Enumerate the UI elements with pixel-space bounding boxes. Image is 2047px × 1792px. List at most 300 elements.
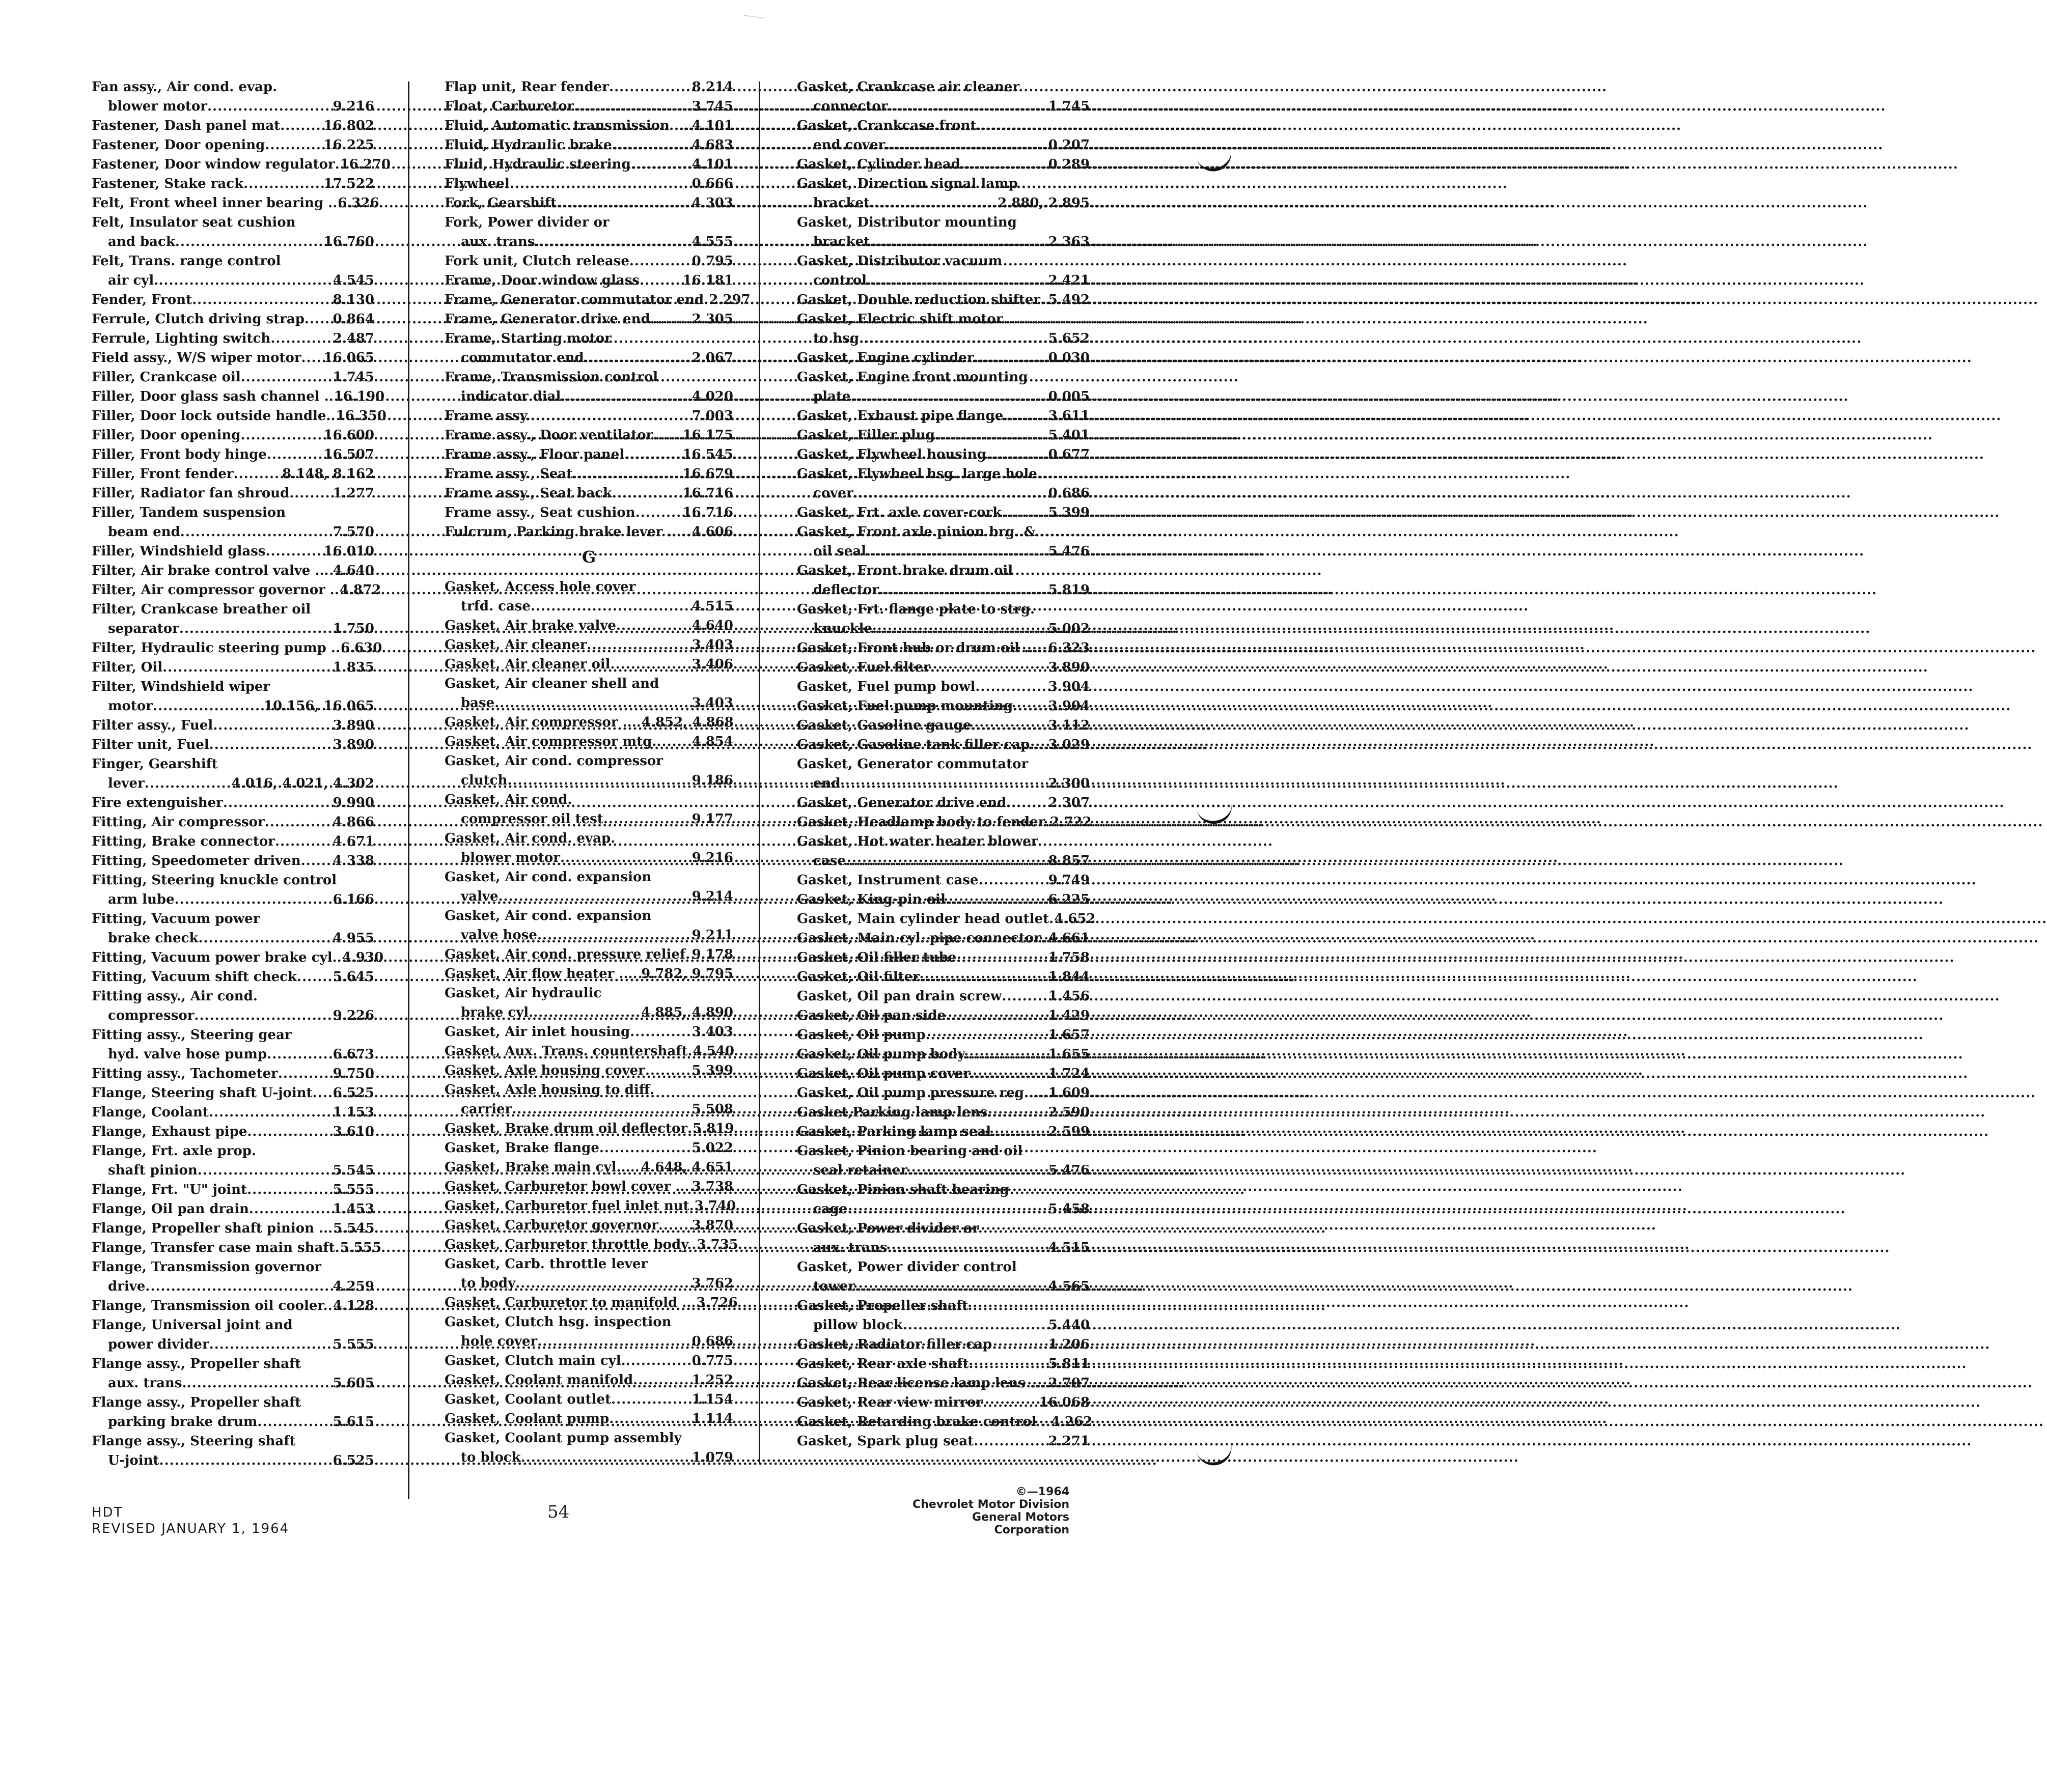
dot-leader xyxy=(946,890,1048,909)
column-divider xyxy=(759,81,760,1464)
entry-label: Flange assy., Steering shaft xyxy=(92,1434,296,1449)
dot-leader xyxy=(179,619,333,638)
entry-label: Filler, Crankcase oil xyxy=(92,370,241,385)
index-entry xyxy=(445,809,733,829)
index-entry xyxy=(92,484,374,503)
entry-label: Gasket, Brake flange xyxy=(445,1140,599,1156)
dot-leader xyxy=(515,1274,691,1293)
entry-label: bracket xyxy=(813,234,870,249)
dot-leader xyxy=(653,426,682,445)
entry-label: shaft pinion xyxy=(108,1163,198,1178)
dot-leader xyxy=(329,387,334,406)
index-entry xyxy=(92,1122,374,1141)
dot-leader xyxy=(656,732,691,751)
entry-page-ref: 3.403 xyxy=(691,1024,733,1040)
index-entry xyxy=(445,310,733,329)
dot-leader xyxy=(691,1293,696,1312)
entry-label: Gasket, Pinion bearing and oil xyxy=(797,1143,1023,1159)
dot-leader xyxy=(247,1122,333,1141)
entry-label: Fitting, Steering knuckle control xyxy=(92,873,337,888)
dot-leader xyxy=(297,967,333,987)
index-entry-heading xyxy=(445,213,733,232)
index-entry xyxy=(445,1409,733,1429)
index-entry xyxy=(445,1351,733,1370)
entry-page-ref: 16.065 xyxy=(323,350,374,366)
entry-page-ref: 3.403 xyxy=(691,695,733,711)
entry-page-ref: 4.671 xyxy=(333,834,374,849)
index-entry xyxy=(797,890,1090,909)
dot-leader xyxy=(1003,406,1048,426)
entry-label: arm lube xyxy=(108,892,175,907)
dot-leader xyxy=(494,693,691,713)
dot-leader xyxy=(561,387,691,406)
index-entry xyxy=(92,329,374,348)
index-entry xyxy=(445,1370,733,1390)
index-entry xyxy=(797,193,1090,213)
dot-leader xyxy=(265,813,333,832)
dot-leader xyxy=(289,484,333,503)
index-entry-heading xyxy=(797,1180,1090,1199)
entry-label: seal retainer xyxy=(813,1163,908,1178)
index-entry xyxy=(797,232,1090,251)
index-column-3 xyxy=(797,77,1096,1451)
dot-leader xyxy=(587,635,691,655)
index-entry xyxy=(92,774,374,793)
index-entry xyxy=(797,542,1090,561)
index-entry-heading xyxy=(445,1429,733,1448)
entry-label: Filter, Oil xyxy=(92,660,163,675)
index-entry xyxy=(445,1061,733,1080)
entry-label: bracket xyxy=(813,195,870,211)
entry-label: Flange, Steering shaft U-joint xyxy=(92,1085,313,1101)
entry-page-ref: 6.525 xyxy=(333,1453,374,1468)
index-entry xyxy=(92,696,374,716)
entry-label: Gasket, Air cond. evap. xyxy=(445,831,616,846)
index-entry xyxy=(92,1103,374,1122)
index-entry-heading xyxy=(797,77,1090,97)
dot-leader xyxy=(328,1219,333,1238)
entry-label: Fastener, Dash panel mat xyxy=(92,118,281,133)
entry-page-ref: 4.640 xyxy=(691,618,733,633)
dot-leader xyxy=(979,871,1048,890)
entry-page-ref: 10.156, 16.065 xyxy=(263,698,374,714)
entry-page-ref: 2.297 xyxy=(709,292,751,307)
dot-leader xyxy=(867,271,1048,290)
entry-page-ref: 3.745 xyxy=(691,99,733,114)
dot-leader xyxy=(971,716,1048,735)
dot-leader xyxy=(278,1064,333,1083)
dot-leader xyxy=(572,464,682,484)
entry-label: compressor xyxy=(108,1008,195,1023)
index-entry xyxy=(797,1335,1090,1354)
index-entry xyxy=(92,445,374,464)
dot-leader xyxy=(903,1315,1048,1335)
entry-page-ref: 4.640 xyxy=(333,563,374,578)
index-entry xyxy=(797,1006,1090,1025)
index-entry xyxy=(445,522,733,542)
index-entry xyxy=(92,929,374,948)
dot-leader xyxy=(194,1006,333,1025)
entry-label: deflector xyxy=(813,582,879,598)
dot-leader xyxy=(249,1199,333,1219)
index-entry xyxy=(92,542,374,561)
entry-label: Gasket, Air cleaner shell and xyxy=(445,676,659,691)
index-entry xyxy=(445,97,733,116)
index-entry xyxy=(445,406,733,426)
index-entry xyxy=(445,348,733,368)
dot-leader xyxy=(888,97,1048,116)
entry-label: plate xyxy=(813,389,851,404)
index-entry xyxy=(445,732,733,751)
page-number: 54 xyxy=(547,1502,570,1522)
entry-label: Gasket, Frt. flange plate to strg. xyxy=(797,602,1035,617)
entry-page-ref: 3.403 xyxy=(691,637,733,653)
entry-label: Filler, Front body hinge xyxy=(92,447,267,462)
entry-label: base xyxy=(461,695,495,711)
entry-label: Filler, Door lock outside handle. xyxy=(92,408,331,424)
dot-leader xyxy=(864,329,1048,348)
index-entry xyxy=(797,638,1090,658)
entry-page-ref: 5.492 xyxy=(1048,292,1090,307)
index-entry xyxy=(797,813,1090,832)
entry-page-ref: 1.655 xyxy=(1048,1047,1090,1062)
entry-page-ref: 4.661 xyxy=(1048,931,1090,946)
entry-page-ref: 6.225 xyxy=(1048,892,1090,907)
dot-leader xyxy=(560,848,692,867)
footer-right xyxy=(894,1486,1069,1536)
dot-leader xyxy=(158,271,333,290)
entry-label: Fastener, Stake rack xyxy=(92,176,244,191)
dot-leader xyxy=(557,193,691,213)
dot-leader xyxy=(879,580,1048,600)
index-entry-heading xyxy=(797,116,1090,135)
entry-label: Fire extenguisher xyxy=(92,795,223,810)
index-entry xyxy=(797,97,1090,116)
entry-page-ref: 4.338 xyxy=(333,853,374,869)
entry-label: Fastener, Door window regulator xyxy=(92,157,335,172)
index-entry xyxy=(92,135,374,155)
index-entry xyxy=(92,1451,374,1470)
entry-page-ref: 4.016, 4.021, 4.302 xyxy=(231,776,374,791)
index-entry xyxy=(445,116,733,135)
index-entry xyxy=(92,1412,374,1432)
entry-label: Gasket, Main cylinder head outlet xyxy=(797,911,1049,927)
entry-page-ref: 5.819 xyxy=(693,1121,734,1136)
index-entry xyxy=(92,310,374,329)
dot-leader xyxy=(247,1180,333,1199)
index-entry xyxy=(445,1216,733,1235)
index-entry-heading xyxy=(797,600,1090,619)
dot-leader xyxy=(187,1374,333,1393)
dot-leader xyxy=(631,155,692,174)
entry-page-ref: 4.259 xyxy=(333,1279,374,1294)
entry-label: Field assy., W/S wiper motor xyxy=(92,350,301,366)
entry-label: Gasket, Distributor mounting xyxy=(797,215,1017,230)
entry-page-ref: 4.262 xyxy=(1050,1414,1093,1430)
entry-label: end cover xyxy=(813,137,886,153)
index-entry xyxy=(445,1177,733,1196)
dot-leader xyxy=(658,1216,692,1235)
entry-page-ref: 5.645 xyxy=(333,969,374,985)
dot-leader xyxy=(640,271,683,290)
index-entry-heading xyxy=(445,790,733,809)
entry-label: Gasket, Pinion shaft bearing xyxy=(797,1182,1009,1197)
index-entry xyxy=(445,926,733,945)
entry-page-ref: 16.716 xyxy=(682,486,733,501)
entry-page-ref: 6.630 xyxy=(340,640,382,656)
entry-label: cover xyxy=(813,486,853,501)
index-entry xyxy=(445,1196,736,1216)
entry-page-ref: 16.350 xyxy=(336,408,387,424)
index-entry xyxy=(797,271,1090,290)
entry-label: Filler, Door opening xyxy=(92,428,241,443)
entry-label: Gasket, Front brake drum oil xyxy=(797,563,1013,578)
entry-page-ref: 5.476 xyxy=(1048,1163,1090,1178)
index-entry xyxy=(92,193,379,213)
dot-leader xyxy=(267,1045,333,1064)
entry-label: control xyxy=(813,273,867,288)
entry-page-ref: 4.020 xyxy=(691,389,733,404)
index-entry xyxy=(797,1025,1090,1045)
entry-label: aux. trans. xyxy=(461,234,540,249)
entry-label: Gasket, Air cond. expansion xyxy=(445,908,652,923)
entry-page-ref: 7.003 xyxy=(691,408,733,424)
index-entry xyxy=(92,580,381,600)
dot-leader xyxy=(537,1332,691,1351)
corporation-line: General Motors Corporation xyxy=(972,1511,1069,1536)
entry-label: Gasket, Air brake valve xyxy=(445,618,616,633)
entry-page-ref: 5.555 xyxy=(340,1240,382,1255)
entry-page-ref: 16.225 xyxy=(323,137,374,153)
index-entry xyxy=(445,1293,738,1312)
dot-leader xyxy=(870,193,998,213)
dot-leader xyxy=(633,1370,691,1390)
index-entry-heading xyxy=(92,77,374,97)
dot-leader xyxy=(1035,1374,1048,1393)
entry-label: Gasket, Generator drive end xyxy=(797,795,1007,810)
footer-revised: REVISED JANUARY 1, 1964 xyxy=(92,1521,290,1536)
entry-page-ref: 9.216 xyxy=(691,850,733,865)
index-entry xyxy=(92,426,374,445)
index-entry xyxy=(445,1390,733,1409)
entry-page-ref: 0.030 xyxy=(1048,350,1090,366)
entry-page-ref: 16.760 xyxy=(323,234,374,249)
entry-page-ref: 1.429 xyxy=(1048,1008,1090,1023)
index-entry xyxy=(445,135,733,155)
index-entry xyxy=(797,929,1090,948)
dot-leader xyxy=(992,1335,1048,1354)
dot-leader xyxy=(301,348,324,368)
entry-label: Gasket, Axle housing cover xyxy=(445,1063,645,1078)
dot-leader xyxy=(681,522,692,542)
entry-label: Gasket,Parking lamp lens xyxy=(797,1105,988,1120)
entry-label: Fender, Front xyxy=(92,292,192,307)
entry-label: cage xyxy=(813,1201,848,1217)
entry-page-ref: 4.854 xyxy=(691,734,733,749)
dot-leader xyxy=(846,851,1048,871)
entry-page-ref: 5.819 xyxy=(1048,582,1090,598)
index-entry-heading xyxy=(797,310,1090,329)
entry-page-ref: 2.707 xyxy=(1048,1376,1090,1391)
entry-page-ref: 4.872 xyxy=(339,582,381,598)
index-entry xyxy=(445,1119,733,1138)
index-entry-heading xyxy=(445,1080,733,1100)
entry-label: Gasket, Coolant manifold xyxy=(445,1373,633,1388)
dot-leader xyxy=(630,1022,691,1042)
dot-leader xyxy=(687,1119,693,1138)
dot-leader xyxy=(1038,1083,1048,1103)
entry-label: clutch xyxy=(461,773,508,788)
index-entry xyxy=(797,1315,1090,1335)
entry-page-ref: 3.890 xyxy=(333,718,374,733)
entry-page-ref: 4.648, 4.651 xyxy=(641,1160,733,1175)
entry-label: drive xyxy=(108,1279,146,1294)
entry-label: Ferrule, Clutch driving strap xyxy=(92,312,305,327)
entry-label: to body xyxy=(461,1276,516,1291)
index-entry xyxy=(445,503,733,522)
index-entry xyxy=(92,1045,374,1064)
entry-page-ref: 16.190 xyxy=(334,389,385,404)
entry-label: Filler, Tandem suspension xyxy=(92,505,286,520)
entry-label: carrier xyxy=(461,1102,512,1117)
entry-label: Filter assy., Fuel xyxy=(92,718,213,733)
index-entry-heading xyxy=(445,1312,733,1332)
entry-page-ref: 5.022 xyxy=(691,1140,733,1156)
index-entry xyxy=(445,387,733,406)
entry-label: Filter, Crankcase breather oil xyxy=(92,602,311,617)
column-divider xyxy=(408,81,409,1499)
index-entry-heading xyxy=(445,751,733,771)
entry-label: Fork, Power divider or xyxy=(445,215,610,230)
dot-leader xyxy=(234,464,282,484)
entry-page-ref: 6.323 xyxy=(1048,640,1090,656)
dot-leader xyxy=(704,290,709,310)
dot-leader xyxy=(531,406,692,426)
entry-page-ref: 5.399 xyxy=(1048,505,1090,520)
dot-leader xyxy=(930,658,1048,677)
index-entry xyxy=(445,1332,733,1351)
entry-label: Filler, Front fender xyxy=(92,466,234,482)
entry-page-ref: 0.864 xyxy=(333,312,374,327)
entry-label: Fastener, Door opening xyxy=(92,137,265,153)
index-entry xyxy=(92,638,382,658)
index-column-1 xyxy=(92,77,391,1470)
entry-label: hyd. valve hose pump xyxy=(108,1047,267,1062)
entry-page-ref: 1.844 xyxy=(1048,969,1090,985)
index-entry-heading xyxy=(445,577,733,597)
dot-leader xyxy=(241,368,333,387)
index-entry xyxy=(797,1199,1090,1219)
entry-label: Gasket, Carburetor throttle body. xyxy=(445,1237,692,1252)
entry-page-ref: 4.930 xyxy=(342,950,384,965)
dot-leader xyxy=(198,1161,333,1180)
index-entry xyxy=(92,890,374,909)
entry-page-ref: 3.726 xyxy=(696,1295,738,1310)
dot-leader xyxy=(975,677,1048,696)
entry-page-ref: 0.795 xyxy=(691,254,733,269)
dot-leader xyxy=(336,638,341,658)
entry-label: Fitting assy., Steering gear xyxy=(92,1027,292,1043)
index-entry xyxy=(797,909,1096,929)
entry-label: Flap unit, Rear fender xyxy=(445,79,610,95)
entry-label: Gasket, Carburetor bowl cover .. xyxy=(445,1179,685,1194)
entry-page-ref: 4.885, 4.890 xyxy=(641,1005,733,1020)
entry-page-ref: 2.880, 2.895 xyxy=(998,195,1090,211)
entry-label: lever xyxy=(108,776,145,791)
dot-leader xyxy=(892,1238,1048,1257)
index-entry xyxy=(445,232,733,251)
entry-page-ref: 1.252 xyxy=(691,1373,733,1388)
index-entry xyxy=(797,967,1090,987)
dot-leader xyxy=(145,774,232,793)
entry-label: Frame assy., Seat cushion xyxy=(445,505,635,520)
entry-label: Gasket, Main cyl. pipe connector xyxy=(797,931,1041,946)
entry-label: Gasket, Air cond. xyxy=(445,792,572,807)
dot-leader xyxy=(180,522,333,542)
dot-leader xyxy=(645,1061,692,1080)
dot-leader xyxy=(1013,696,1048,716)
index-entry xyxy=(92,290,374,310)
dot-leader xyxy=(243,174,323,193)
entry-page-ref: 2.421 xyxy=(1048,273,1090,288)
entry-label: Gasket, Frt. axle cover-cork xyxy=(797,505,1002,520)
entry-page-ref: 8.857 xyxy=(1048,853,1090,869)
dot-leader xyxy=(685,1177,692,1196)
index-entry xyxy=(92,1335,374,1354)
entry-label: oil seal xyxy=(813,544,867,559)
index-entry xyxy=(797,1412,1093,1432)
index-entry-heading xyxy=(92,251,374,271)
entry-page-ref: 9.211 xyxy=(691,928,733,943)
entry-page-ref: 0.775 xyxy=(691,1353,733,1368)
entry-label: commutator end xyxy=(461,350,584,366)
dot-leader xyxy=(616,616,692,635)
index-entry xyxy=(92,522,374,542)
entry-label: Gasket, Parking lamp seal xyxy=(797,1124,991,1139)
dot-leader xyxy=(512,1100,691,1119)
index-entry xyxy=(445,251,733,271)
index-entry xyxy=(92,387,385,406)
entry-label: Float, Carburetor xyxy=(445,99,574,114)
entry-page-ref: 5.811 xyxy=(1048,1356,1090,1371)
index-entry-heading xyxy=(92,871,374,890)
entry-page-ref: 5.399 xyxy=(691,1063,733,1078)
entry-page-ref: 16.679 xyxy=(682,466,733,482)
index-entry xyxy=(797,658,1090,677)
index-entry xyxy=(445,616,733,635)
dot-leader xyxy=(574,97,691,116)
index-entry-heading xyxy=(445,829,733,848)
entry-label: Felt, Front wheel inner bearing . xyxy=(92,195,333,211)
index-entry xyxy=(445,484,733,503)
dot-leader xyxy=(1006,793,1048,813)
dot-leader xyxy=(209,1335,333,1354)
entry-label: Flange, Exhaust pipe xyxy=(92,1124,247,1139)
index-entry xyxy=(92,851,374,871)
entry-label: Filter, Air compressor governor . xyxy=(92,582,335,598)
entry-page-ref: 3.904 xyxy=(1048,679,1090,694)
entry-page-ref: 4.606 xyxy=(691,524,733,540)
entry-page-ref: 4.101 xyxy=(691,118,733,133)
entry-label: air cyl. xyxy=(108,273,159,288)
entry-label: Flange, Transmission governor xyxy=(92,1259,322,1275)
dot-leader xyxy=(991,1122,1048,1141)
entry-label: Gasket, Headlamp body to fender xyxy=(797,815,1045,830)
entry-label: Fulcrum, Parking brake lever ... xyxy=(445,524,681,540)
entry-label: valve hose xyxy=(461,928,537,943)
entry-label: Felt, Insulator seat cushion xyxy=(92,215,296,230)
index-entry xyxy=(797,387,1090,406)
